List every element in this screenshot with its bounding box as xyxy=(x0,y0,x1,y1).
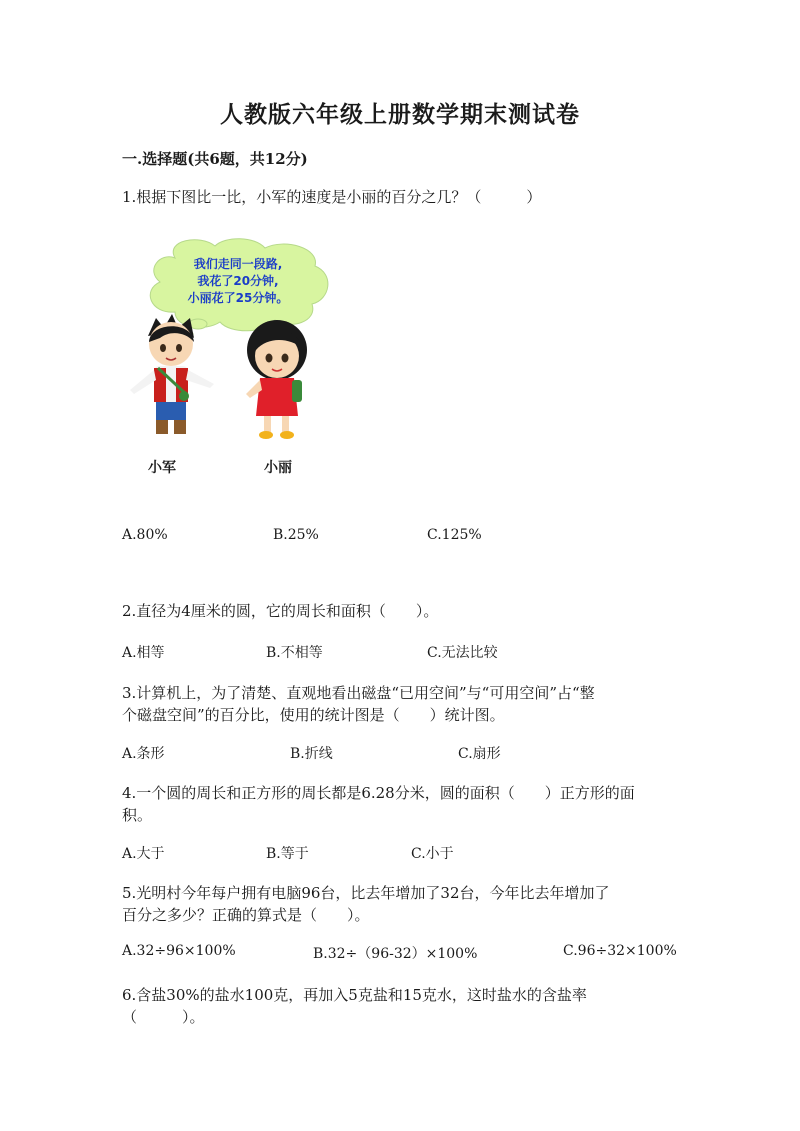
question-3-line-2: 个磁盘空间”的百分比，使用的统计图是（ ）统计图。 xyxy=(122,706,505,724)
question-5-line-2: 百分之多少？正确的算式是（ ）。 xyxy=(122,906,370,924)
question-5-option-b[interactable]: B.32÷（96-32）×100% xyxy=(313,946,478,962)
label-xiaojun: 小军 xyxy=(148,460,176,476)
question-3-option-a[interactable]: A.条形 xyxy=(122,746,165,762)
question-3-option-b[interactable]: B.折线 xyxy=(290,746,333,762)
label-xiaoli: 小丽 xyxy=(264,460,292,476)
section-heading: 一.选择题(共6题，共12分) xyxy=(122,150,308,168)
question-1-option-c[interactable]: C.125% xyxy=(427,527,482,543)
characters-illustration xyxy=(120,238,340,488)
question-4-line-2: 积。 xyxy=(122,806,153,824)
question-3-option-c[interactable]: C.扇形 xyxy=(458,746,501,762)
question-2-text: 2.直径为4厘米的圆，它的周长和面积（ ）。 xyxy=(122,602,439,620)
bubble-line-3: 小丽花了25分钟。 xyxy=(187,291,289,305)
question-4-option-a[interactable]: A.大于 xyxy=(122,846,165,862)
question-2-option-c[interactable]: C.无法比较 xyxy=(427,645,498,661)
question-6-line-2: （ ）。 xyxy=(122,1008,205,1026)
question-5-option-c[interactable]: C.96÷32×100% xyxy=(563,943,677,959)
bubble-line-2: 我花了20分钟, xyxy=(197,274,279,288)
boy-character-icon xyxy=(130,314,214,434)
page-title: 人教版六年级上册数学期末测试卷 xyxy=(220,101,580,128)
question-4-option-b[interactable]: B.等于 xyxy=(266,846,309,862)
bubble-line-1: 我们走同一段路, xyxy=(193,257,283,271)
question-5-text xyxy=(122,882,692,926)
question-1-option-b[interactable]: B.25% xyxy=(273,527,319,543)
girl-character-icon xyxy=(246,320,307,439)
question-3-text xyxy=(122,682,692,726)
question-5-option-a[interactable]: A.32÷96×100% xyxy=(122,943,236,959)
question-4-line-1: 4.一个圆的周长和正方形的周长都是6.28分米，圆的面积（ ）正方形的面 xyxy=(122,784,635,802)
question-2-option-a[interactable]: A.相等 xyxy=(122,645,165,661)
question-4-option-c[interactable]: C.小于 xyxy=(411,846,454,862)
question-6-line-1: 6.含盐30%的盐水100克，再加入5克盐和15克水，这时盐水的含盐率 xyxy=(122,986,587,1004)
question-3-line-1: 3.计算机上，为了清楚、直观地看出磁盘“已用空间”与“可用空间”占“整 xyxy=(122,684,595,702)
question-2-option-b[interactable]: B.不相等 xyxy=(266,645,323,661)
question-6-text xyxy=(122,984,692,1028)
question-4-text xyxy=(122,782,692,826)
question-5-line-1: 5.光明村今年每户拥有电脑96台，比去年增加了32台，今年比去年增加了 xyxy=(122,884,610,902)
question-1-option-a[interactable]: A.80% xyxy=(122,527,168,543)
question-1-figure xyxy=(120,238,340,488)
question-1-text: 1.根据下图比一比，小军的速度是小丽的百分之几？（ ） xyxy=(122,188,542,206)
